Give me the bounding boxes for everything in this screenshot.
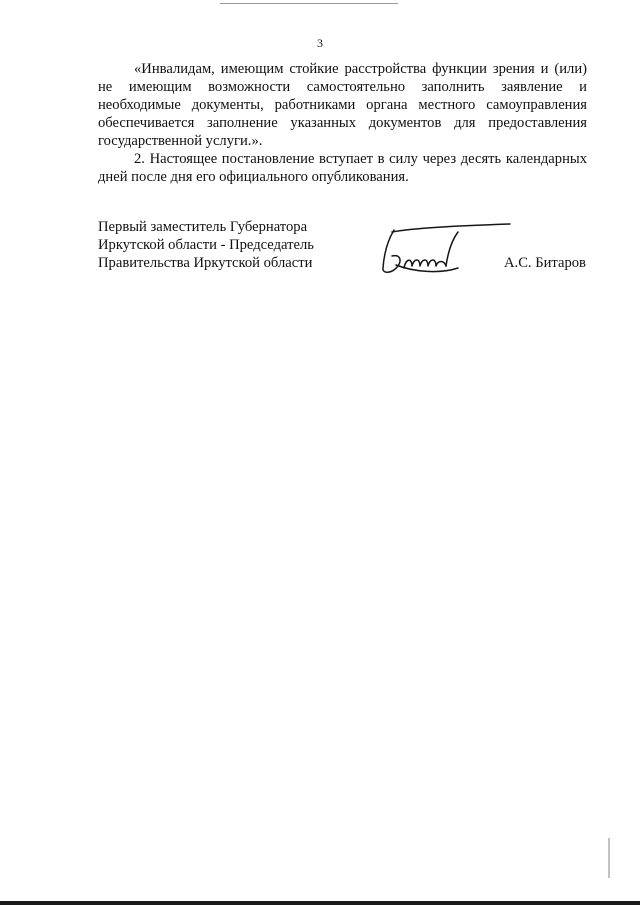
paragraph-quote: «Инвалидам, имеющим стойкие расстройства функции зрения и (или) не имеющим возможности самостоятельно заполнить заявление и необходимые документы, работниками органа местного самоуправления обеспечивается заполнение указанных документов для предоставления государственной услуги.». — [98, 61, 587, 149]
signatory-position — [98, 218, 348, 272]
signatory-position-line: Первый заместитель Губернатора — [98, 219, 308, 235]
scan-artifact — [608, 838, 610, 878]
bottom-rule — [0, 901, 640, 905]
top-rule — [220, 3, 398, 4]
paragraph-effective-date: 2. Настоящее постановление вступает в силу через десять календарных дней после дня его официального опубликования. — [98, 151, 587, 185]
page-number: 3 — [317, 36, 323, 50]
body-text — [98, 60, 587, 186]
signatory-position-line: Иркутской области - Председатель — [98, 237, 314, 253]
handwritten-signature-icon — [374, 218, 514, 278]
signer-name: А.С. Битаров — [504, 255, 586, 271]
signatory-position-line: Правительства Иркутской области — [98, 255, 313, 271]
